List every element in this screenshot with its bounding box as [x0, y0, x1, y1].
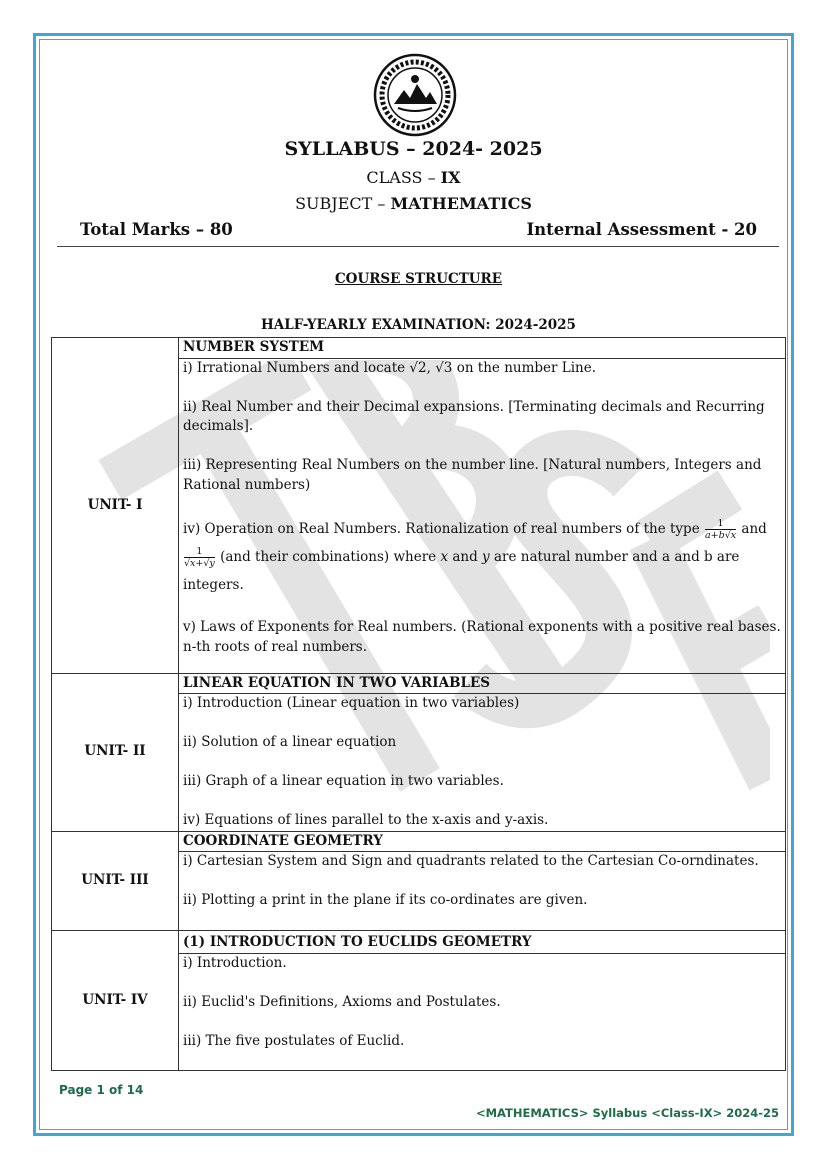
subject-line: [0, 194, 827, 213]
subject-value: MATHEMATICS: [390, 194, 532, 213]
unit-label: UNIT- III: [52, 831, 179, 931]
internal-assessment: Internal Assessment - 20: [526, 220, 757, 239]
list-item: iv) Equations of lines parallel to the x-axis and y-axis.: [183, 812, 549, 828]
variable: y: [482, 548, 490, 565]
list-item: i) Introduction (Linear equation in two variables): [183, 695, 520, 711]
fraction-denominator: a+b√x: [704, 529, 737, 541]
list-item: iii) The five postulates of Euclid.: [183, 1032, 405, 1049]
list-item: v) Laws of Exponents for Real numbers. (Rational exponents with a positive real bases. n-th roots of real numbers.: [183, 619, 781, 655]
list-item: i) Introduction.: [183, 954, 287, 971]
table-row: [52, 338, 786, 359]
unit-heading: LINEAR EQUATION IN TWO VARIABLES: [179, 673, 786, 694]
list-item: iii) Graph of a linear equation in two variables.: [183, 773, 504, 789]
class-line: [0, 168, 827, 187]
unit-label: UNIT- II: [52, 673, 179, 831]
item-text: iv) Operation on Real Numbers. Rationalization of real numbers of the type: [183, 520, 700, 537]
list-item: iii) Representing Real Numbers on the number line. [Natural numbers, Integers and Rational numbers): [183, 457, 762, 493]
unit-label: UNIT- I: [52, 338, 179, 674]
exam-heading: HALF-YEARLY EXAMINATION: 2024-2025: [261, 317, 576, 333]
class-value: IX: [440, 168, 461, 187]
footer-subtitle: <MATHEMATICS> Syllabus <Class-IX> 2024-25: [475, 1106, 779, 1120]
unit-heading: (1) INTRODUCTION TO EUCLIDS GEOMETRY: [179, 931, 786, 954]
fraction-numerator: 1: [705, 518, 736, 530]
table-row: [52, 831, 786, 852]
variable: x: [440, 548, 449, 565]
page-number: Page 1 of 14: [59, 1083, 144, 1097]
syllabus-title: SYLLABUS – 2024- 2025: [284, 138, 543, 160]
unit-heading: NUMBER SYSTEM: [179, 338, 786, 359]
board-seal-logo: [372, 52, 458, 138]
header-divider: [57, 246, 779, 247]
table-row: [52, 673, 786, 694]
table-row: [52, 931, 786, 954]
fraction-denominator: √x+√y: [184, 557, 215, 569]
marks-row: [80, 220, 757, 239]
list-item: ii) Solution of a linear equation: [183, 734, 397, 750]
item-text: and: [741, 520, 767, 537]
fraction: [184, 546, 215, 569]
list-item: [183, 515, 781, 599]
item-text: and: [452, 548, 478, 565]
total-marks: Total Marks – 80: [80, 220, 233, 239]
subject-prefix: SUBJECT –: [295, 194, 391, 213]
unit-items: [179, 358, 786, 673]
fraction-numerator: 1: [184, 546, 215, 558]
item-text: are natural number and a and b are integers.: [183, 548, 740, 593]
list-item: ii) Euclid's Definitions, Axioms and Postulates.: [183, 993, 501, 1010]
unit-label: UNIT- IV: [52, 931, 179, 1071]
list-item: ii) Plotting a print in the plane if its co-ordinates are given.: [183, 892, 588, 908]
unit-items: [179, 852, 786, 931]
list-item: ii) Real Number and their Decimal expansions. [Terminating decimals and Recurring decimals].: [183, 398, 765, 434]
syllabus-table: [51, 337, 786, 1071]
class-prefix: CLASS –: [366, 168, 441, 187]
list-item: i) Irrational Numbers and locate √2, √3 on the number Line.: [183, 359, 597, 376]
item-text: (and their combinations) where: [220, 548, 437, 565]
unit-items: [179, 953, 786, 1070]
unit-items: [179, 694, 786, 832]
list-item: i) Cartesian System and Sign and quadrants related to the Cartesian Co-orndinates.: [183, 853, 759, 869]
unit-heading: COORDINATE GEOMETRY: [179, 831, 786, 852]
fraction: [705, 518, 736, 541]
course-structure-heading: COURSE STRUCTURE: [334, 271, 503, 287]
